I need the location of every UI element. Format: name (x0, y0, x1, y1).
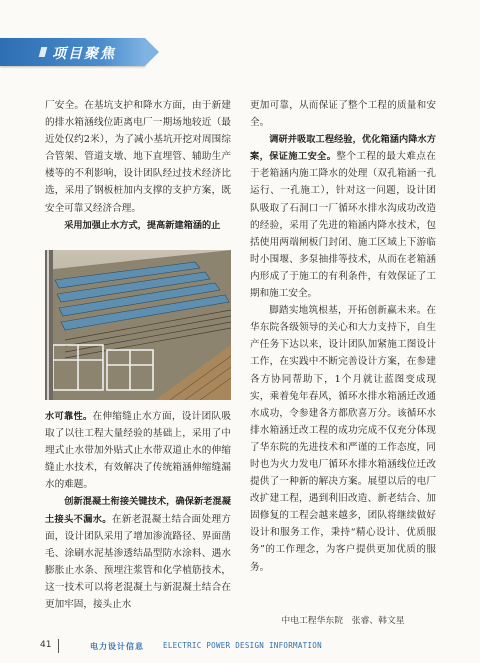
paragraph-heading: 调研并吸取工程经验，优化箱涵内降水方案，保证施工安全。 (250, 134, 436, 163)
right-column (250, 97, 436, 576)
construction-site-photo (45, 250, 231, 400)
paragraph (250, 97, 436, 131)
footer-divider (58, 639, 59, 653)
paragraph (45, 217, 231, 234)
paragraph (250, 302, 436, 576)
paragraph-text: 更加可靠，从而保证了整个工程的质量和安全。 (250, 100, 436, 129)
paragraph-text: 厂安全。在基坑支护和降水方面，由于新建的排水箱涵线位距离电厂一期场地较近（最近处仅约2米），为了减小基坑开挖对周围综合管架、管道支墩、地下直埋管、辅助生产楼等的不利影响，设计团队经过技术经济比选，采用了钢板桩加内支撑的支护方案，既安全可靠又经济合理。 (45, 100, 231, 214)
paragraph-text: 整个工程的最大难点在于老箱涵内施工降水的处理（双孔箱涵一孔运行、一孔施工），针对这一问题，设计团队吸取了石洞口一厂循环水排水沟成功改造的经验，采用了先进的箱涵内降水技术，包括使用两端闸板门封闭、施工区域上下游临时小围堰、多泵抽排等技术，从而在老箱涵内形成了于施工的有利条件，有效保证了工期和施工安全。 (250, 151, 436, 300)
author-credit: 中电工程华东院 张睿、韩文星 (281, 616, 405, 626)
magazine-title-cn: 电力设计信息 (90, 642, 144, 651)
paragraph-text: 在新老混凝土结合面处理方面，设计团队采用了增加渗流路径、界面凿毛、涂刷水泥基渗透结晶型防水涂料、遇水膨胀止水条、预埋注浆管和化学植筋技术，这一技术可以将老混凝土与新混凝土结合在更加牢固，接头止水 (45, 513, 232, 611)
paragraph-heading: 采用加强止水方式，提高新建箱涵的止 (64, 219, 221, 231)
magazine-title-en: ELECTRIC POWER DESIGN INFORMATION (163, 641, 322, 650)
section-title: 项目聚焦 (52, 46, 116, 62)
paragraph-heading: 创新混凝土衔接关键技术，确保新老混凝土接头不漏水。 (45, 496, 231, 525)
construction-photo-illustration (45, 250, 231, 400)
left-column-top (45, 97, 231, 234)
paragraph-text: 脚踏实地筑根基，开拓创新赢未来。在华东院各级领导的关心和大力支持下，自生产任务下达以来，设计团队加紧施工图设计工作，在实践中不断完善设计方案，在参建各方协同帮助下，1个月就让蓝图变成现实，乘着兔年春风，循环水排水箱涵迁改通水成功，令参建各方都欣喜万分。该循环水排水箱涵迁改工程的成功完成不仅充分体现了华东院的先进技术和严谨的工作态度，同时也为火力发电厂循环水排水箱涵线位迁改提供了一种新的解决方案。展望以后的电厂改扩建工程，遇到利旧改造、新老结合、加固修复的工程会越来越多，团队将继续做好设计和服务工作，秉持“精心设计、优质服务”的工作理念，为客户提供更加优质的服务。 (250, 305, 436, 573)
section-banner (0, 38, 145, 66)
paragraph-heading: 水可靠性。 (45, 411, 93, 422)
paragraph (45, 493, 231, 613)
paragraph-text: 在伸缩缝止水方面，设计团队吸取了以往工程大量经验的基础上，采用了中埋式止水带加外贴式止水带双道止水的伸缩缝止水技术，有效解决了传统箱涵伸缩缝漏水的难题。 (45, 411, 232, 491)
paragraph (250, 131, 436, 302)
paragraph (45, 408, 231, 493)
banner-decoration-icon (39, 47, 48, 57)
left-column-bottom (45, 408, 231, 613)
page-number: 41 (40, 640, 52, 650)
paragraph (45, 97, 231, 217)
